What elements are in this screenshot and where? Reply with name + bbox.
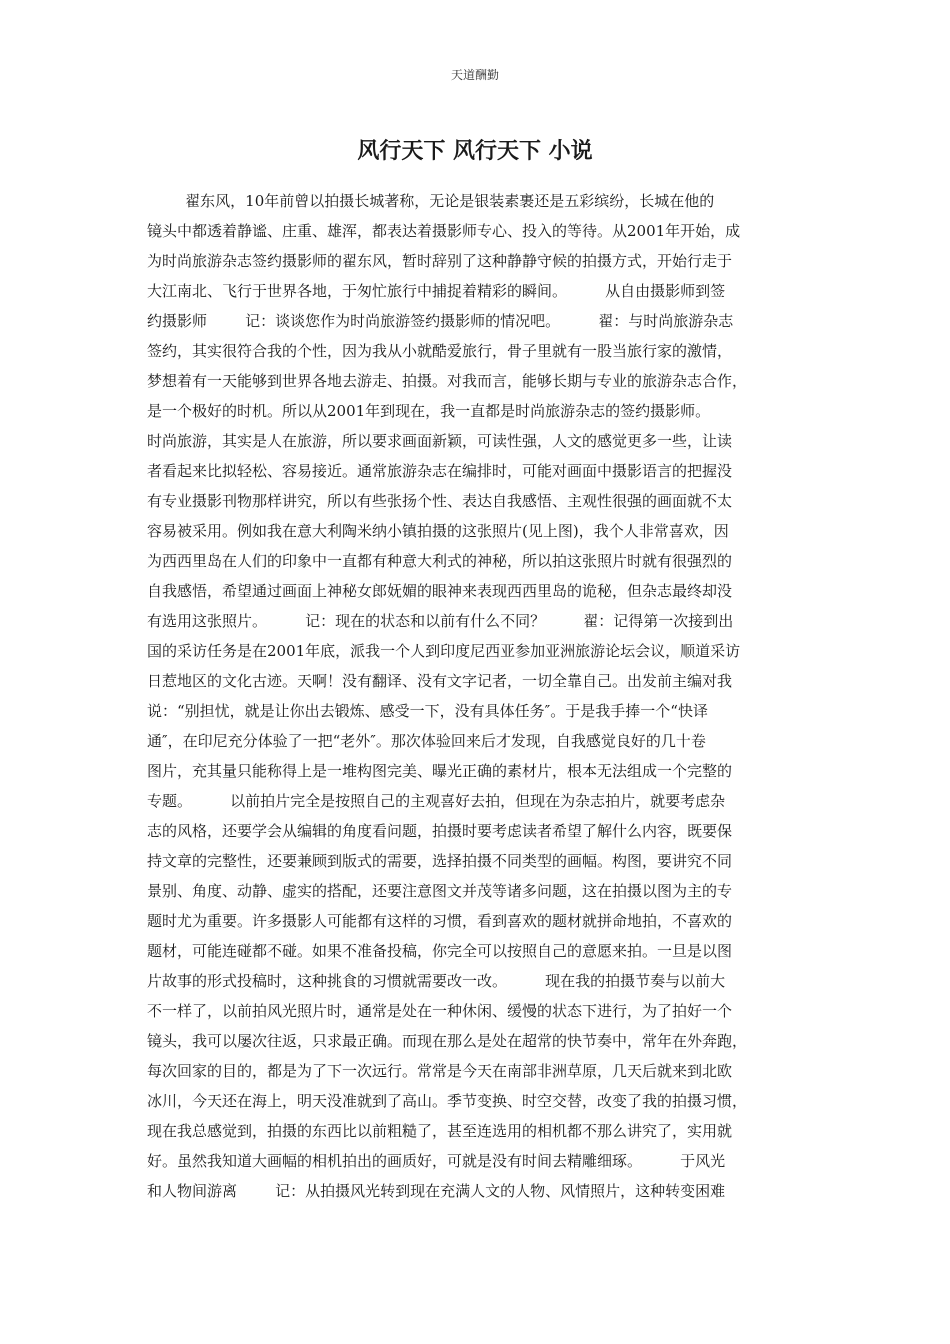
text-line: 好。虽然我知道大画幅的相机拍出的画质好，可就是没有时间去精雕细琢。 于风光 <box>147 1152 726 1170</box>
article-body <box>147 186 807 1206</box>
text-line: 每次回家的目的，都是为了下一次远行。常常是今天在南部非洲草原，几天后就来到北欧 <box>147 1062 733 1080</box>
page-title: 风行天下 风行天下 小说 <box>357 139 593 164</box>
text-line: 题材，可能连碰都不碰。如果不准备投稿，你完全可以按照自己的意愿来拍。一旦是以图 <box>147 942 733 960</box>
text-line: 梦想着有一天能够到世界各地去游走、拍摄。对我而言，能够长期与专业的旅游杂志合作， <box>147 372 748 390</box>
text-line: 景别、角度、动静、虚实的搭配，还要注意图文并茂等诸多问题，这在拍摄以图为主的专 <box>147 882 733 900</box>
text-line: 说：“别担忧，就是让你出去锻炼、感受一下，没有具体任务″。于是我手捧一个“快译 <box>147 702 708 720</box>
text-line: 为时尚旅游杂志签约摄影师的翟东风，暂时辞别了这种静静守候的拍摄方式，开始行走于 <box>147 252 733 270</box>
text-line: 签约，其实很符合我的个性，因为我从小就酷爱旅行，骨子里就有一股当旅行家的激情， <box>147 342 733 360</box>
text-line: 有专业摄影刊物那样讲究，所以有些张扬个性、表达自我感悟、主观性很强的画面就不太 <box>147 492 733 510</box>
text-line: 自我感悟，希望通过画面上神秘女郎妩媚的眼神来表现西西里岛的诡秘，但杂志最终却没 <box>147 582 733 600</box>
text-line: 现在我总感觉到，拍摄的东西比以前粗糙了，甚至连选用的相机都不那么讲究了，实用就 <box>147 1122 733 1140</box>
text-line: 大江南北、飞行于世界各地，于匆忙旅行中捕捉着精彩的瞬间。 从自由摄影师到签 <box>147 282 726 300</box>
text-line: 通″，在印尼充分体验了一把“老外″。那次体验回来后才发现，自我感觉良好的几十卷 <box>147 732 706 750</box>
text-line: 片故事的形式投稿时，这种挑食的习惯就需要改一改。 现在我的拍摄节奏与以前大 <box>147 972 726 990</box>
text-line: 日惹地区的文化古迹。天啊！没有翻译、没有文字记者，一切全靠自己。出发前主编对我 <box>147 672 733 690</box>
text-line: 图片，充其量只能称得上是一堆构图完美、曝光正确的素材片，根本无法组成一个完整的 <box>147 762 733 780</box>
text-line: 约摄影师 记：谈谈您作为时尚旅游签约摄影师的情况吧。 翟：与时尚旅游杂志 <box>147 312 734 330</box>
text-line: 为西西里岛在人们的印象中一直都有种意大利式的神秘，所以拍这张照片时就有很强烈的 <box>147 552 733 570</box>
text-line: 不一样了，以前拍风光照片时，通常是处在一种休闲、缓慢的状态下进行，为了拍好一个 <box>147 1002 733 1020</box>
text-line: 有选用这张照片。 记：现在的状态和以前有什么不同？ 翟：记得第一次接到出 <box>147 612 734 630</box>
text-line: 持文章的完整性，还要兼顾到版式的需要，选择拍摄不同类型的画幅。构图，要讲究不同 <box>147 852 733 870</box>
text-line: 翟东风，10年前曾以拍摄长城著称，无论是银装素裹还是五彩缤纷，长城在他的 <box>147 192 715 210</box>
text-line: 志的风格，还要学会从编辑的角度看问题，拍摄时要考虑读者希望了解什么内容，既要保 <box>147 822 733 840</box>
text-line: 者看起来比拟轻松、容易接近。通常旅游杂志在编排时，可能对画面中摄影语言的把握没 <box>147 462 733 480</box>
text-line: 冰川，今天还在海上，明天没准就到了高山。季节变换、时空交替，改变了我的拍摄习惯， <box>147 1092 748 1110</box>
text-line: 专题。 以前拍片完全是按照自己的主观喜好去拍，但现在为杂志拍片，就要考虑杂 <box>147 792 726 810</box>
text-line: 容易被采用。例如我在意大利陶米纳小镇拍摄的这张照片(见上图)，我个人非常喜欢，因 <box>147 522 729 540</box>
text-line: 国的采访任务是在2001年底，派我一个人到印度尼西亚参加亚洲旅游论坛会议，顺道采访 <box>147 642 741 660</box>
page-header: 天道酬勤 <box>450 68 499 82</box>
text-line: 题时尤为重要。许多摄影人可能都有这样的习惯，看到喜欢的题材就拼命地拍，不喜欢的 <box>147 912 733 930</box>
text-line: 和人物间游离 记：从拍摄风光转到现在充满人文的人物、风情照片，这种转变困难 <box>147 1182 726 1200</box>
text-line: 时尚旅游，其实是人在旅游，所以要求画面新颖，可读性强，人文的感觉更多一些，让读 <box>147 432 733 450</box>
text-line: 镜头中都透着静谧、庄重、雄浑，都表达着摄影师专心、投入的等待。从2001年开始，成 <box>147 222 741 240</box>
text-line: 是一个极好的时机。所以从2001年到现在，我一直都是时尚旅游杂志的签约摄影师。 <box>147 402 711 420</box>
text-line: 镜头，我可以屡次往返，只求最正确。而现在那么是处在超常的快节奏中，常年在外奔跑， <box>147 1032 748 1050</box>
